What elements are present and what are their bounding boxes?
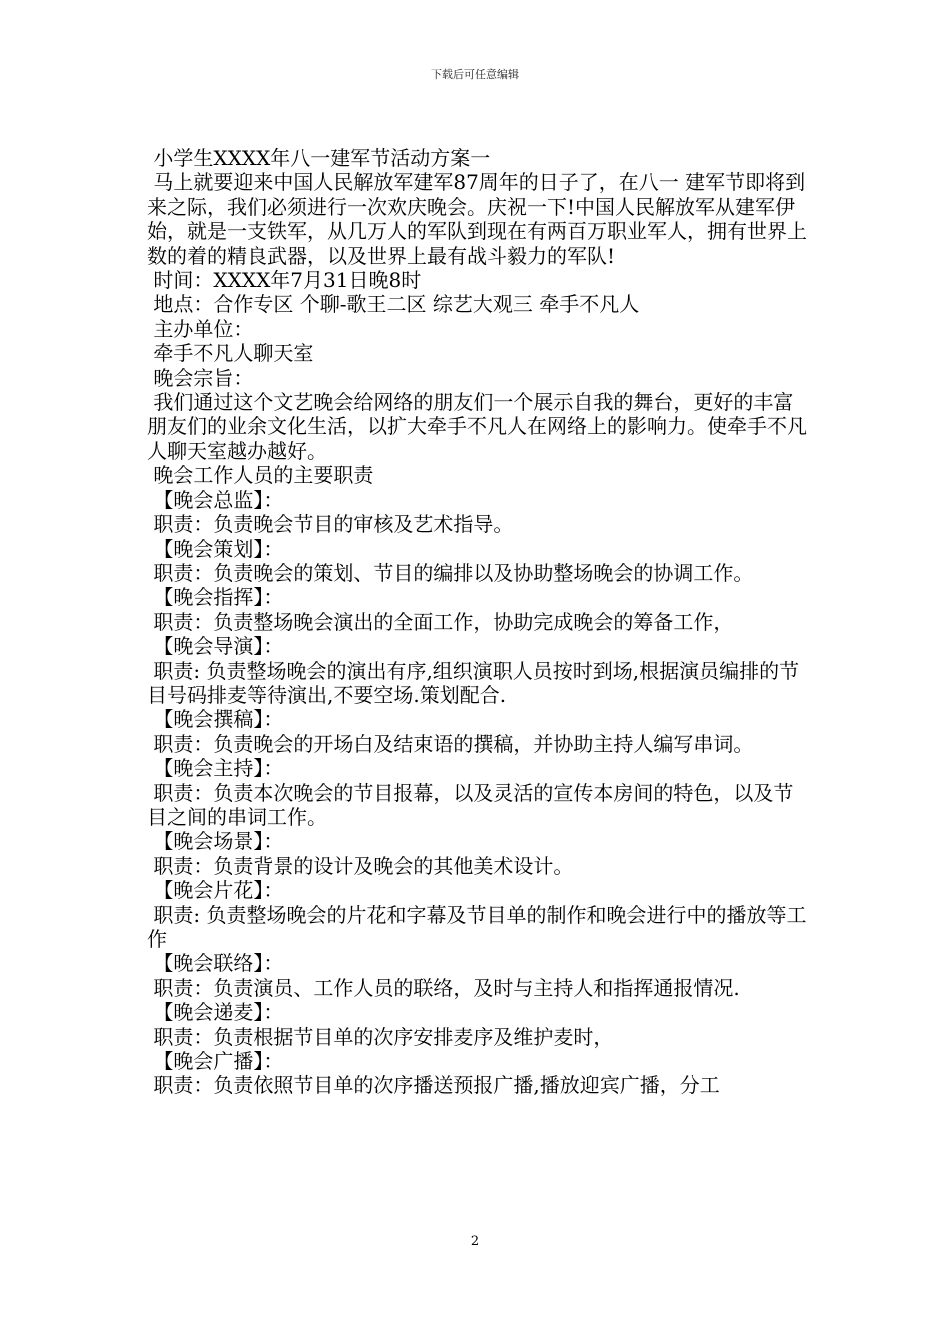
document-body: [147, 146, 811, 1098]
section-heading: 晚会工作人员的主要职责: [147, 463, 374, 488]
page-number: 2: [470, 1234, 480, 1249]
role-heading: 【晚会撰稿】：: [147, 707, 284, 732]
paragraph: 牵手不凡人聊天室: [147, 341, 314, 366]
paragraph: 晚会宗旨：: [147, 365, 254, 390]
paragraph: 我们通过这个文艺晚会给网络的朋友们一个展示自我的舞台，更好的丰富朋友们的业余文化生活，以扩大牵手不凡人在网络上的影响力。使牵手不凡人聊天室越办越好。: [147, 390, 807, 463]
header-note: 下载后可任意编辑: [431, 68, 519, 81]
role-duty: 职责：负责根据节目单的次序安排麦序及维护麦时，: [147, 1024, 614, 1049]
paragraph: 时间：XXXX年7月31日晚8时: [147, 268, 422, 293]
role-duty: 职责：负责晚会的策划、节目的编排以及协助整场晚会的协调工作。: [147, 560, 754, 585]
role-duty: 职责：负责晚会的开场白及结束语的撰稿，并协助主持人编写串词。: [147, 731, 754, 756]
paragraph: 地点：合作专区 个聊-歌王二区 综艺大观三 牵手不凡人: [147, 292, 640, 317]
role-duty: 职责：负责晚会节目的审核及艺术指导。: [147, 512, 514, 537]
role-heading: 【晚会递麦】：: [147, 1000, 284, 1025]
paragraph: 马上就要迎来中国人民解放军建军87周年的日子了，在八一 建军节即将到来之际，我们必须进行一次欢庆晚会。庆祝一下!中国人民解放军从建军伊始，就是一支铁军，从几万人的军队到现在有两百万职业军人，拥有世界上数的着的精良武器，以及世界上最有战斗毅力的军队!: [147, 170, 807, 268]
role-heading: 【晚会主持】：: [147, 756, 284, 781]
role-heading: 【晚会场景】：: [147, 829, 284, 854]
role-heading: 【晚会联络】：: [147, 951, 284, 976]
document-title: 小学生XXXX年八一建军节活动方案一: [147, 146, 491, 170]
paragraph: 主办单位：: [147, 316, 254, 341]
role-heading: 【晚会指挥】：: [147, 585, 284, 610]
role-heading: 【晚会片花】：: [147, 878, 284, 903]
role-duty: 职责：负责背景的设计及晚会的其他美术设计。: [147, 853, 574, 878]
role-duty: 职责：负责依照节目单的次序播送预报广播,播放迎宾广播，分工: [147, 1073, 720, 1098]
role-heading: 【晚会策划】：: [147, 536, 284, 561]
role-duty: 职责：负责本次晚会的节目报幕，以及灵活的宣传本房间的特色，以及节目之间的串词工作。: [147, 780, 794, 829]
role-duty: 职责：负责整场晚会演出的全面工作，协助完成晚会的筹备工作，: [147, 609, 734, 634]
role-heading: 【晚会总监】：: [147, 487, 284, 512]
role-duty: 职责：负责演员、工作人员的联络，及时与主持人和指挥通报情况.: [147, 975, 740, 1000]
role-heading: 【晚会广播】：: [147, 1049, 284, 1074]
role-duty: 职责: 负责整场晚会的演出有序,组织演职人员按时到场,根据演员编排的节目号码排麦等待演出,不要空场.策划配合.: [147, 658, 800, 707]
role-duty: 职责: 负责整场晚会的片花和字幕及节目单的制作和晚会进行中的播放等工作: [147, 902, 807, 951]
role-heading: 【晚会导演】：: [147, 634, 284, 659]
